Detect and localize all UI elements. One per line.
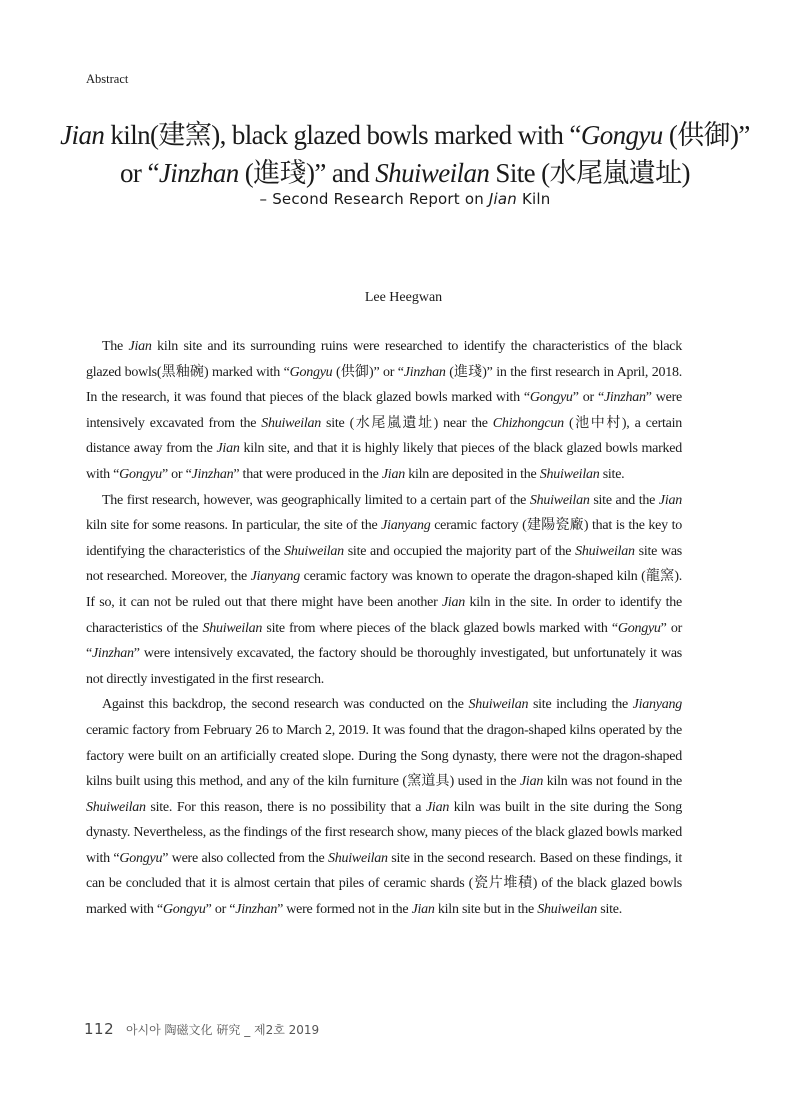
text-run: kiln site for some reasons. In particular, the site of the	[86, 518, 382, 534]
italic-term: Jian	[425, 799, 450, 815]
italic-term: Jinzhan	[603, 390, 646, 406]
text-run: ceramic factory was known to operate the dragon-shaped kiln (龍窯). If so, it can not be ruled out that there might have been another	[86, 569, 682, 610]
italic-term: Shuiweilan	[539, 466, 600, 482]
text-run: Against this backdrop, the second research was conducted on the	[102, 697, 469, 713]
text-run: ” or “	[572, 390, 604, 406]
text-run: or “	[120, 158, 159, 188]
abstract-paragraph-2	[86, 488, 682, 693]
text-run: The first research, however, was geographically limited to a certain part of the	[102, 492, 530, 508]
text-run: ” or “	[205, 902, 236, 918]
italic-term: Gongyu	[289, 364, 333, 380]
text-run: ” were intensively excavated, the factory should be thoroughly investigated, but unfortunately it was not directly investigated in the first research.	[86, 646, 682, 687]
italic-term: Chizhongcun	[492, 415, 564, 431]
title-line-2	[60, 155, 750, 191]
italic-term: Jianyang	[250, 569, 300, 585]
italic-term: Gongyu	[580, 120, 663, 150]
text-run: ” were formed not in the	[277, 902, 412, 918]
text-run: site in the second research. Based on these findings, it can be concluded that it is almost certain that piles of ceramic shards (瓷片堆積) of the black glazed bowls marked with “	[86, 850, 682, 918]
italic-term: Shuiweilan	[529, 492, 590, 508]
italic-term: Shuiweilan	[375, 158, 490, 188]
abstract-body	[86, 334, 682, 923]
italic-term: Shuiweilan	[261, 415, 321, 431]
italic-term: Jian	[381, 466, 405, 482]
section-label: Abstract	[86, 72, 129, 86]
italic-term: Jian	[216, 441, 240, 457]
italic-term: Jian	[488, 190, 517, 208]
italic-term: Jian	[658, 492, 682, 508]
text-run: Kiln	[517, 190, 551, 208]
text-run: site (水尾嵐遺址) near the	[320, 415, 493, 431]
text-run: (池中村), a certain distance away from the	[86, 415, 682, 457]
italic-term: Shuiweilan	[328, 850, 388, 866]
text-run: site.	[599, 466, 625, 482]
text-run: kiln site and its surrounding ruins were researched to identify the characteristics of the black glazed bowls(黑釉碗) marked with “	[86, 339, 682, 380]
italic-term: Gongyu	[162, 902, 206, 918]
italic-term: Gongyu	[119, 850, 163, 866]
text-run: ceramic factory (建陽瓷廠) that is the key to identifying the characteristics of the	[86, 518, 682, 559]
italic-term: Jinzhan	[403, 364, 446, 380]
title-line-1	[60, 117, 750, 153]
text-run: ” that were produced in the	[233, 466, 382, 482]
text-run: (供御)” or “	[332, 364, 404, 380]
italic-term: Jian	[441, 594, 466, 610]
text-run: kiln in the site. In order to identify the characteristics of the	[86, 594, 682, 636]
italic-term: Jinzhan	[158, 158, 239, 188]
italic-term: Jinzhan	[235, 902, 278, 918]
text-run: ” were intensively excavated from the	[86, 390, 682, 431]
journal-name: 아시아 陶磁文化 硏究 _ 제2호 2019	[125, 1023, 320, 1037]
text-run: kiln are deposited in the	[404, 466, 540, 482]
text-run: (進琖)” and	[238, 158, 376, 188]
abstract-paragraph-1	[86, 334, 682, 488]
page-number: 112	[84, 1020, 115, 1038]
text-run: ” or “	[86, 620, 682, 662]
italic-term: Gongyu	[529, 390, 573, 406]
text-run: kiln site, and that it is highly likely that pieces of the black glazed bowls marked with “	[86, 441, 682, 482]
italic-term: Jinzhan	[191, 466, 234, 482]
italic-term: Jianyang	[381, 518, 431, 534]
italic-term: Shuiweilan	[575, 543, 635, 559]
text-run: site from where pieces of the black glazed bowls marked with “	[262, 620, 618, 636]
page-footer	[84, 1020, 319, 1038]
text-run: site and occupied the majority part of the	[343, 543, 576, 559]
text-run: ” or “	[161, 466, 192, 482]
text-run: ceramic factory from February 26 to March 2, 2019. It was found that the dragon-shaped kilns operated by the factory were built on an artificially created slope. During the Song dynasty, there were not the dragon-shaped kilns built using this method, and any of the kiln furniture (窯道具) used in the	[86, 722, 682, 790]
text-run: Site (水尾嵐遺址)	[489, 158, 690, 188]
text-run: site was not researched. Moreover, the	[86, 543, 682, 585]
italic-term: Shuiweilan	[86, 799, 146, 815]
text-run: kiln site but in the	[434, 902, 538, 918]
italic-term: Jian	[60, 120, 105, 150]
text-run: site including the	[528, 697, 633, 713]
text-run: The	[102, 339, 129, 354]
italic-term: Jianyang	[632, 697, 682, 713]
abstract-paragraph-3	[86, 692, 682, 922]
text-run: site and the	[589, 492, 659, 508]
text-run: kiln was built in the site during the Song dynasty. Nevertheless, as the findings of the first research show, many pieces of the black glazed bowls marked with “	[86, 799, 682, 866]
subtitle	[60, 190, 750, 208]
italic-term: Shuiweilan	[284, 543, 344, 559]
italic-term: Jian	[411, 902, 435, 918]
text-run: kiln(建窯), black glazed bowls marked with “	[104, 120, 581, 150]
italic-term: Shuiweilan	[537, 902, 598, 918]
text-run: (進琖)” in the first research in April, 2018. In the research, it was found that pieces of the black glazed bowls marked with “	[86, 364, 683, 406]
text-run: (供御)”	[662, 120, 750, 150]
text-run: kiln was not found in the	[543, 774, 682, 790]
text-run: – Second Research Report on	[259, 190, 489, 208]
author-name: Lee Heegwan	[364, 290, 443, 305]
italic-term: Gongyu	[119, 466, 162, 482]
italic-term: Jinzhan	[91, 646, 134, 662]
text-run: site. For this reason, there is no possibility that a	[145, 799, 426, 815]
italic-term: Gongyu	[617, 620, 661, 636]
text-run: ” were also collected from the	[162, 850, 329, 866]
italic-term: Jian	[519, 774, 544, 790]
text-run: site.	[597, 902, 622, 918]
italic-term: Jian	[128, 339, 152, 354]
italic-term: Shuiweilan	[202, 620, 263, 636]
italic-term: Shuiweilan	[468, 697, 529, 713]
